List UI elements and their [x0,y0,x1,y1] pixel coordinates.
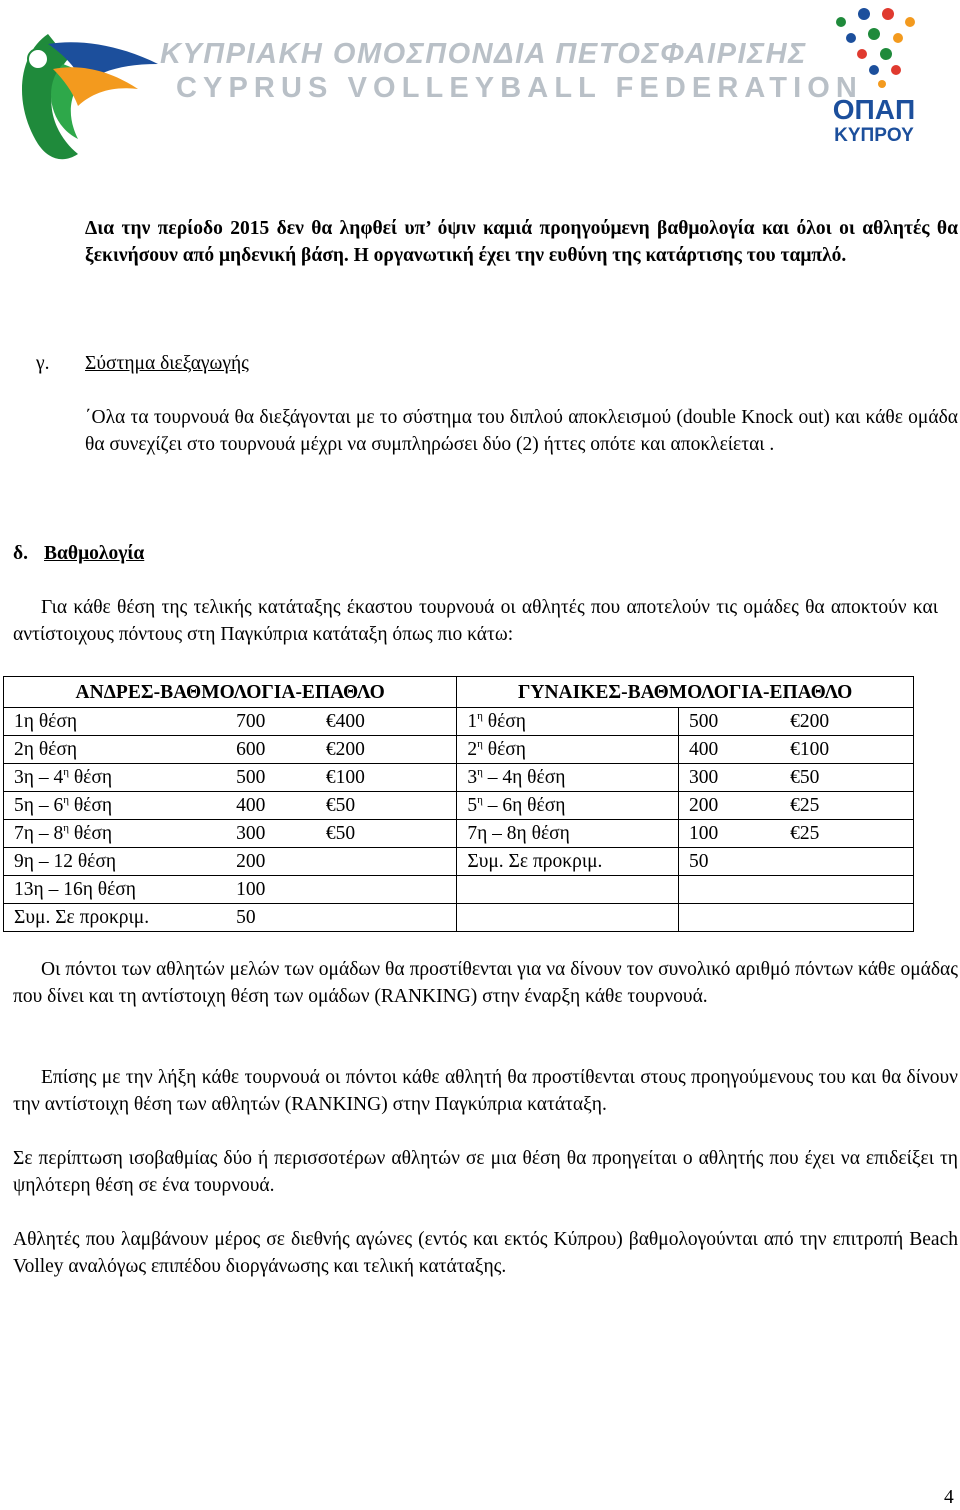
men-points-cell [236,876,326,904]
table-row [4,736,914,764]
women-position-cell-text: 5 [467,795,478,816]
men-points-cell [236,764,326,792]
women-position-cell [457,708,679,736]
women-points-cell [678,708,790,736]
men-position-cell-tail: θέση [68,795,113,816]
men-prize-cell [326,764,457,792]
table-row [4,764,914,792]
women-prize-cell-text: €100 [790,739,830,760]
men-position-cell-text: 13η – 16η θέση [14,879,137,900]
women-points-cell [678,848,790,876]
table-header-row [4,677,914,708]
men-points-cell [236,708,326,736]
men-position-cell [4,820,237,848]
women-position-cell-sup: η [477,738,483,750]
women-prize-cell [790,820,913,848]
women-points-cell-text: 200 [688,795,719,816]
women-prize-cell [790,792,913,820]
men-points-cell [236,792,326,820]
women-position-cell-tail: θέση [482,739,526,760]
table-row [4,876,914,904]
men-prize-cell-text: €400 [325,711,365,732]
women-prize-cell [790,764,913,792]
men-prize-cell [326,876,457,904]
table-row [4,820,914,848]
women-points-cell [678,820,790,848]
ranking-update-paragraph: Επίσης με την λήξη κάθε τουρνουά οι πόντοι κάθε αθλητή θα προστίθενται στους προηγούμενους του και θα δίνουν την αντίστοιχη θέση των αθλητών (RANKING) στην Παγκύπρια κατάταξη. [13,1067,958,1115]
women-prize-cell [790,904,913,932]
men-position-cell-tail: θέση [68,767,113,788]
men-position-cell-text: 5η – 6 [14,795,64,816]
opap-logo-text: ΟΠΑΠ [832,94,916,125]
men-position-cell-text: 2η θέση [14,739,78,760]
table-row [4,708,914,736]
women-position-cell [457,764,679,792]
women-position-cell-tail: – 4η θέση [482,767,566,788]
men-points-cell-text: 300 [236,823,266,844]
women-position-cell-text: 2 [467,739,478,760]
men-prize-cell [326,792,457,820]
men-prize-cell [326,708,457,736]
men-prize-cell-text: €100 [325,767,365,788]
men-prize-cell [326,736,457,764]
opap-logo-subtext: ΚΥΠΡΟΥ [834,125,914,146]
men-position-cell [4,904,237,932]
opap-logo-icon [826,4,926,146]
men-points-cell [236,848,326,876]
women-position-cell-text: 3 [467,767,478,788]
men-prize-cell-text: €50 [325,795,356,816]
women-position-cell-text: Συμ. Σε προκριμ. [467,851,603,872]
women-points-cell [678,792,790,820]
women-position-cell-tail: – 6η θέση [482,795,566,816]
women-points-cell-text: 400 [688,739,719,760]
men-points-cell-text: 100 [236,879,266,900]
women-prize-cell-text: €50 [790,767,820,788]
women-points-cell [678,736,790,764]
men-points-cell-text: 500 [236,767,266,788]
table-row [4,848,914,876]
ranking-table [3,676,914,932]
women-prize-cell-text: €25 [790,823,820,844]
section-g-title: Σύστημα διεξαγωγής [85,353,249,374]
women-points-cell-text: 500 [688,711,719,732]
men-position-cell-text: Συμ. Σε προκριμ. [14,907,150,928]
men-prize-cell-text: €50 [325,823,356,844]
men-points-cell-text: 400 [236,795,266,816]
men-prize-cell [326,820,457,848]
men-points-cell-text: 200 [236,851,266,872]
men-position-cell-text: 7η – 8 [14,823,64,844]
men-position-cell-text: 3η – 4 [14,767,64,788]
men-position-cell [4,848,237,876]
men-points-cell-text: 600 [236,739,266,760]
women-prize-cell [790,736,913,764]
women-points-cell-text: 50 [688,851,709,872]
table-row [4,792,914,820]
men-points-cell [236,820,326,848]
women-position-cell-sup: η [477,766,483,778]
points-paragraph: Οι πόντοι των αθλητών μελών των ομάδων θα προστίθενται για να δίνουν τον συνολικό αριθμό πόντων κάθε ομάδας που δίνει και τη αντίστοιχη θέση των ομάδων (RANKING) στην έναρξη κάθε τουρνουά. [13,959,958,1007]
men-position-cell-sup: η [63,794,69,806]
women-position-cell-tail: θέση [482,711,526,732]
page-number: 4 [944,1487,954,1508]
federation-name-greek: ΚΥΠΡΙΑΚΗ ΟΜΟΣΠΟΝΔΙΑ ΠΕΤΟΣΦΑΙΡΙΣΗΣ [160,38,807,70]
men-header: ΑΝΔΡΕΣ-ΒΑΘΜΟΛΟΓΙΑ-ΕΠΑΘΛΟ [4,677,457,708]
women-points-cell-text: 100 [688,823,719,844]
women-position-cell-text: 7η – 8η θέση [467,823,570,844]
women-header: ΓΥΝΑΙΚΕΣ-ΒΑΘΜΟΛΟΓΙΑ-ΕΠΑΘΛΟ [457,677,914,708]
table-row [4,904,914,932]
women-prize-cell [790,708,913,736]
men-position-cell-sup: η [63,766,69,778]
women-position-cell [457,792,679,820]
men-prize-cell-text: €200 [325,739,365,760]
section-g-heading [36,350,50,377]
men-position-cell-sup: η [63,822,69,834]
women-position-cell [457,876,679,904]
men-position-cell [4,736,237,764]
men-position-cell-tail: θέση [68,823,113,844]
international-paragraph: Αθλητές που λαμβάνουν μέρος σε διεθνής αγώνες (εντός και εκτός Κύπρου) βαθμολογούνται από την επιτροπή Beach Volley αναλόγως επιπέδου διοργάνωσης και τελική κατάταξης. [13,1229,958,1277]
women-position-cell [457,904,679,932]
men-points-cell [236,904,326,932]
men-position-cell [4,876,237,904]
men-position-cell-text: 9η – 12 θέση [14,851,117,872]
tie-break-paragraph: Σε περίπτωση ισοβαθμίας δύο ή περισσοτέρων αθλητών σε μια θέση θα προηγείται ο αθλητής που έχει να επιδείξει τη ψηλότερη θέση σε ένα τουρνουά. [13,1148,958,1196]
section-d-marker: δ. [13,543,28,564]
women-points-cell [678,876,790,904]
section-d-title: Βαθμολογία [44,543,145,564]
men-prize-cell [326,848,457,876]
women-prize-cell [790,876,913,904]
women-points-cell [678,764,790,792]
men-position-cell [4,708,237,736]
men-points-cell [236,736,326,764]
women-prize-cell-text: €200 [790,711,830,732]
federation-name-english: CYPRUS VOLLEYBALL FEDERATION [176,72,863,104]
section-g-marker: γ. [36,353,50,374]
men-points-cell-text: 700 [236,711,266,732]
women-position-cell [457,736,679,764]
men-position-cell-text: 1η θέση [14,711,78,732]
intro-paragraph: Δια την περίοδο 2015 δεν θα ληφθεί υπ’ όψιν καμιά προηγούμενη βαθμολογία και όλοι οι αθλητές θα ξεκινήσουν από μηδενική βάση. Η οργανωτική έχει την ευθύνη της κατάρτισης του ταμπλό. [85,218,958,266]
women-position-cell-sup: η [477,710,483,722]
men-prize-cell [326,904,457,932]
women-position-cell [457,820,679,848]
men-position-cell [4,792,237,820]
women-prize-cell-text: €25 [790,795,820,816]
women-position-cell-sup: η [477,794,483,806]
women-points-cell [678,904,790,932]
section-d-paragraph: Για κάθε θέση της τελικής κατάταξης έκαστου τουρνουά οι αθλητές που αποτελούν τις ομάδες θα αποκτούν και αντίστοιχους πόντους στη Παγκύπρια κατάταξη όπως πιο κάτω: [13,597,938,645]
section-g-paragraph: ΄Ολα τα τουρνουά θα διεξάγονται με το σύστημα του διπλού αποκλεισμού (double Knock out) και κάθε ομάδα θα συνεχίζει στο τουρνουά μέχρι να συμπληρώσει δύο (2) ήττες οπότε και αποκλείεται . [85,407,958,455]
women-position-cell [457,848,679,876]
men-points-cell-text: 50 [236,907,256,928]
women-position-cell-text: 1 [467,711,478,732]
federation-logo-icon [8,14,168,164]
men-position-cell [4,764,237,792]
women-prize-cell [790,848,913,876]
women-points-cell-text: 300 [688,767,719,788]
